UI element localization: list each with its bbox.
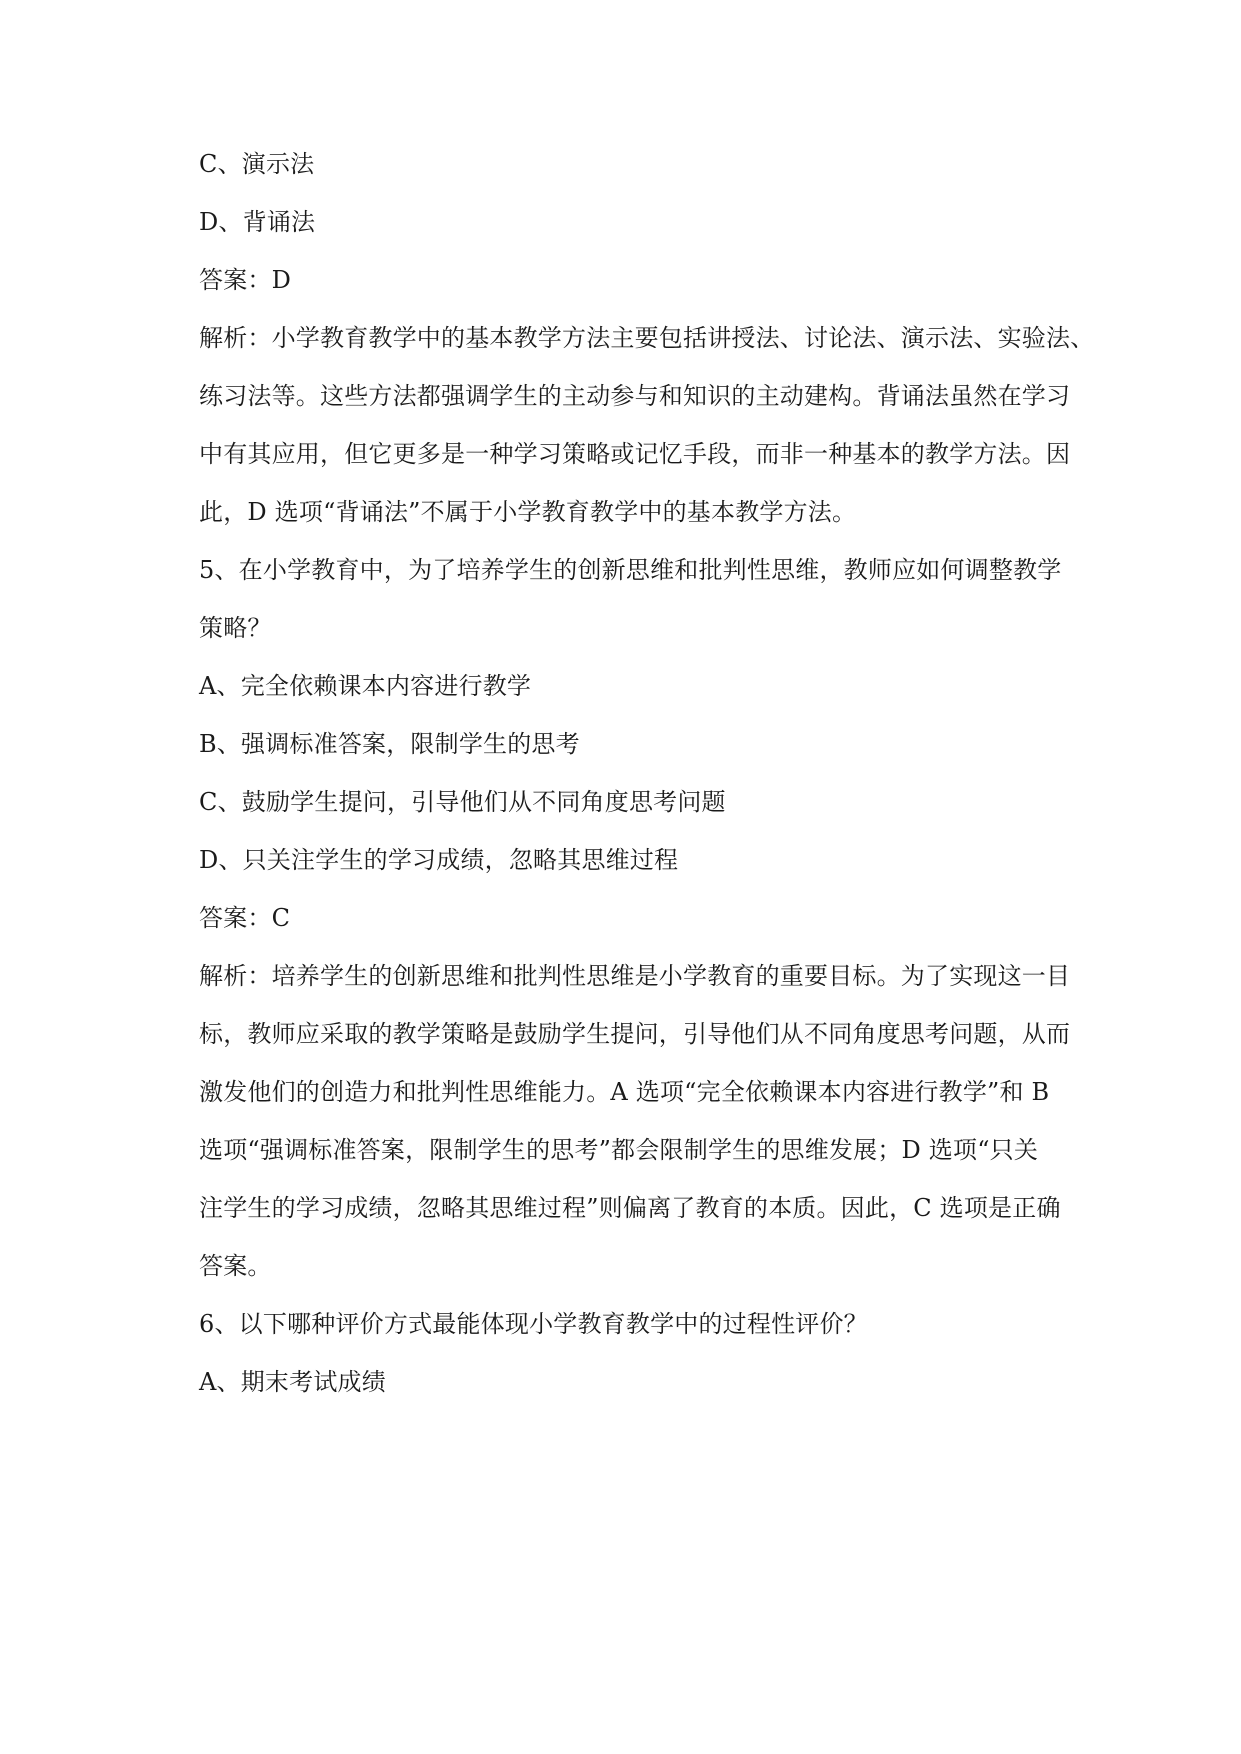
- option-c-q4: C、演示法: [199, 150, 315, 178]
- option-a-q5: A、完全依赖课本内容进行教学: [199, 672, 532, 700]
- question-5-line-1: 5、在小学教育中，为了培养学生的创新思维和批判性思维，教师应如何调整教学: [199, 556, 1062, 584]
- analysis-q5-line-6: 答案。: [199, 1252, 272, 1280]
- option-d-q5: D、只关注学生的学习成绩，忽略其思维过程: [199, 846, 679, 874]
- question-5-line-2: 策略？: [199, 614, 272, 642]
- option-d-q4: D、背诵法: [199, 208, 316, 236]
- analysis-q4-line-1: 解析：小学教育教学中的基本教学方法主要包括讲授法、讨论法、演示法、实验法、: [199, 324, 1095, 352]
- option-c-q5: C、鼓励学生提问，引导他们从不同角度思考问题: [199, 788, 726, 816]
- analysis-q4-line-2: 练习法等。这些方法都强调学生的主动参与和知识的主动建构。背诵法虽然在学习: [199, 382, 1071, 410]
- option-b-q5: B、强调标准答案，限制学生的思考: [199, 730, 580, 758]
- analysis-q4-line-3: 中有其应用，但它更多是一种学习策略或记忆手段，而非一种基本的教学方法。因: [199, 440, 1071, 468]
- analysis-q5-line-2: 标，教师应采取的教学策略是鼓励学生提问，引导他们从不同角度思考问题，从而: [199, 1020, 1071, 1048]
- analysis-q5-line-1: 解析：培养学生的创新思维和批判性思维是小学教育的重要目标。为了实现这一目: [199, 962, 1071, 990]
- analysis-q5-line-5: 注学生的学习成绩，忽略其思维过程”则偏离了教育的本质。因此，C 选项是正确: [199, 1194, 1061, 1222]
- analysis-q4-line-4: 此，D 选项“背诵法”不属于小学教育教学中的基本教学方法。: [199, 498, 857, 526]
- question-6: 6、以下哪种评价方式最能体现小学教育教学中的过程性评价？: [199, 1310, 868, 1338]
- analysis-q5-line-3: 激发他们的创造力和批判性思维能力。A 选项“完全依赖课本内容进行教学”和 B: [199, 1078, 1050, 1106]
- option-a-q6: A、期末考试成绩: [199, 1368, 386, 1396]
- answer-q5: 答案：C: [199, 904, 291, 932]
- analysis-q5-line-4: 选项“强调标准答案，限制学生的思考”都会限制学生的思维发展；D 选项“只关: [199, 1136, 1039, 1164]
- answer-q4: 答案：D: [199, 266, 292, 294]
